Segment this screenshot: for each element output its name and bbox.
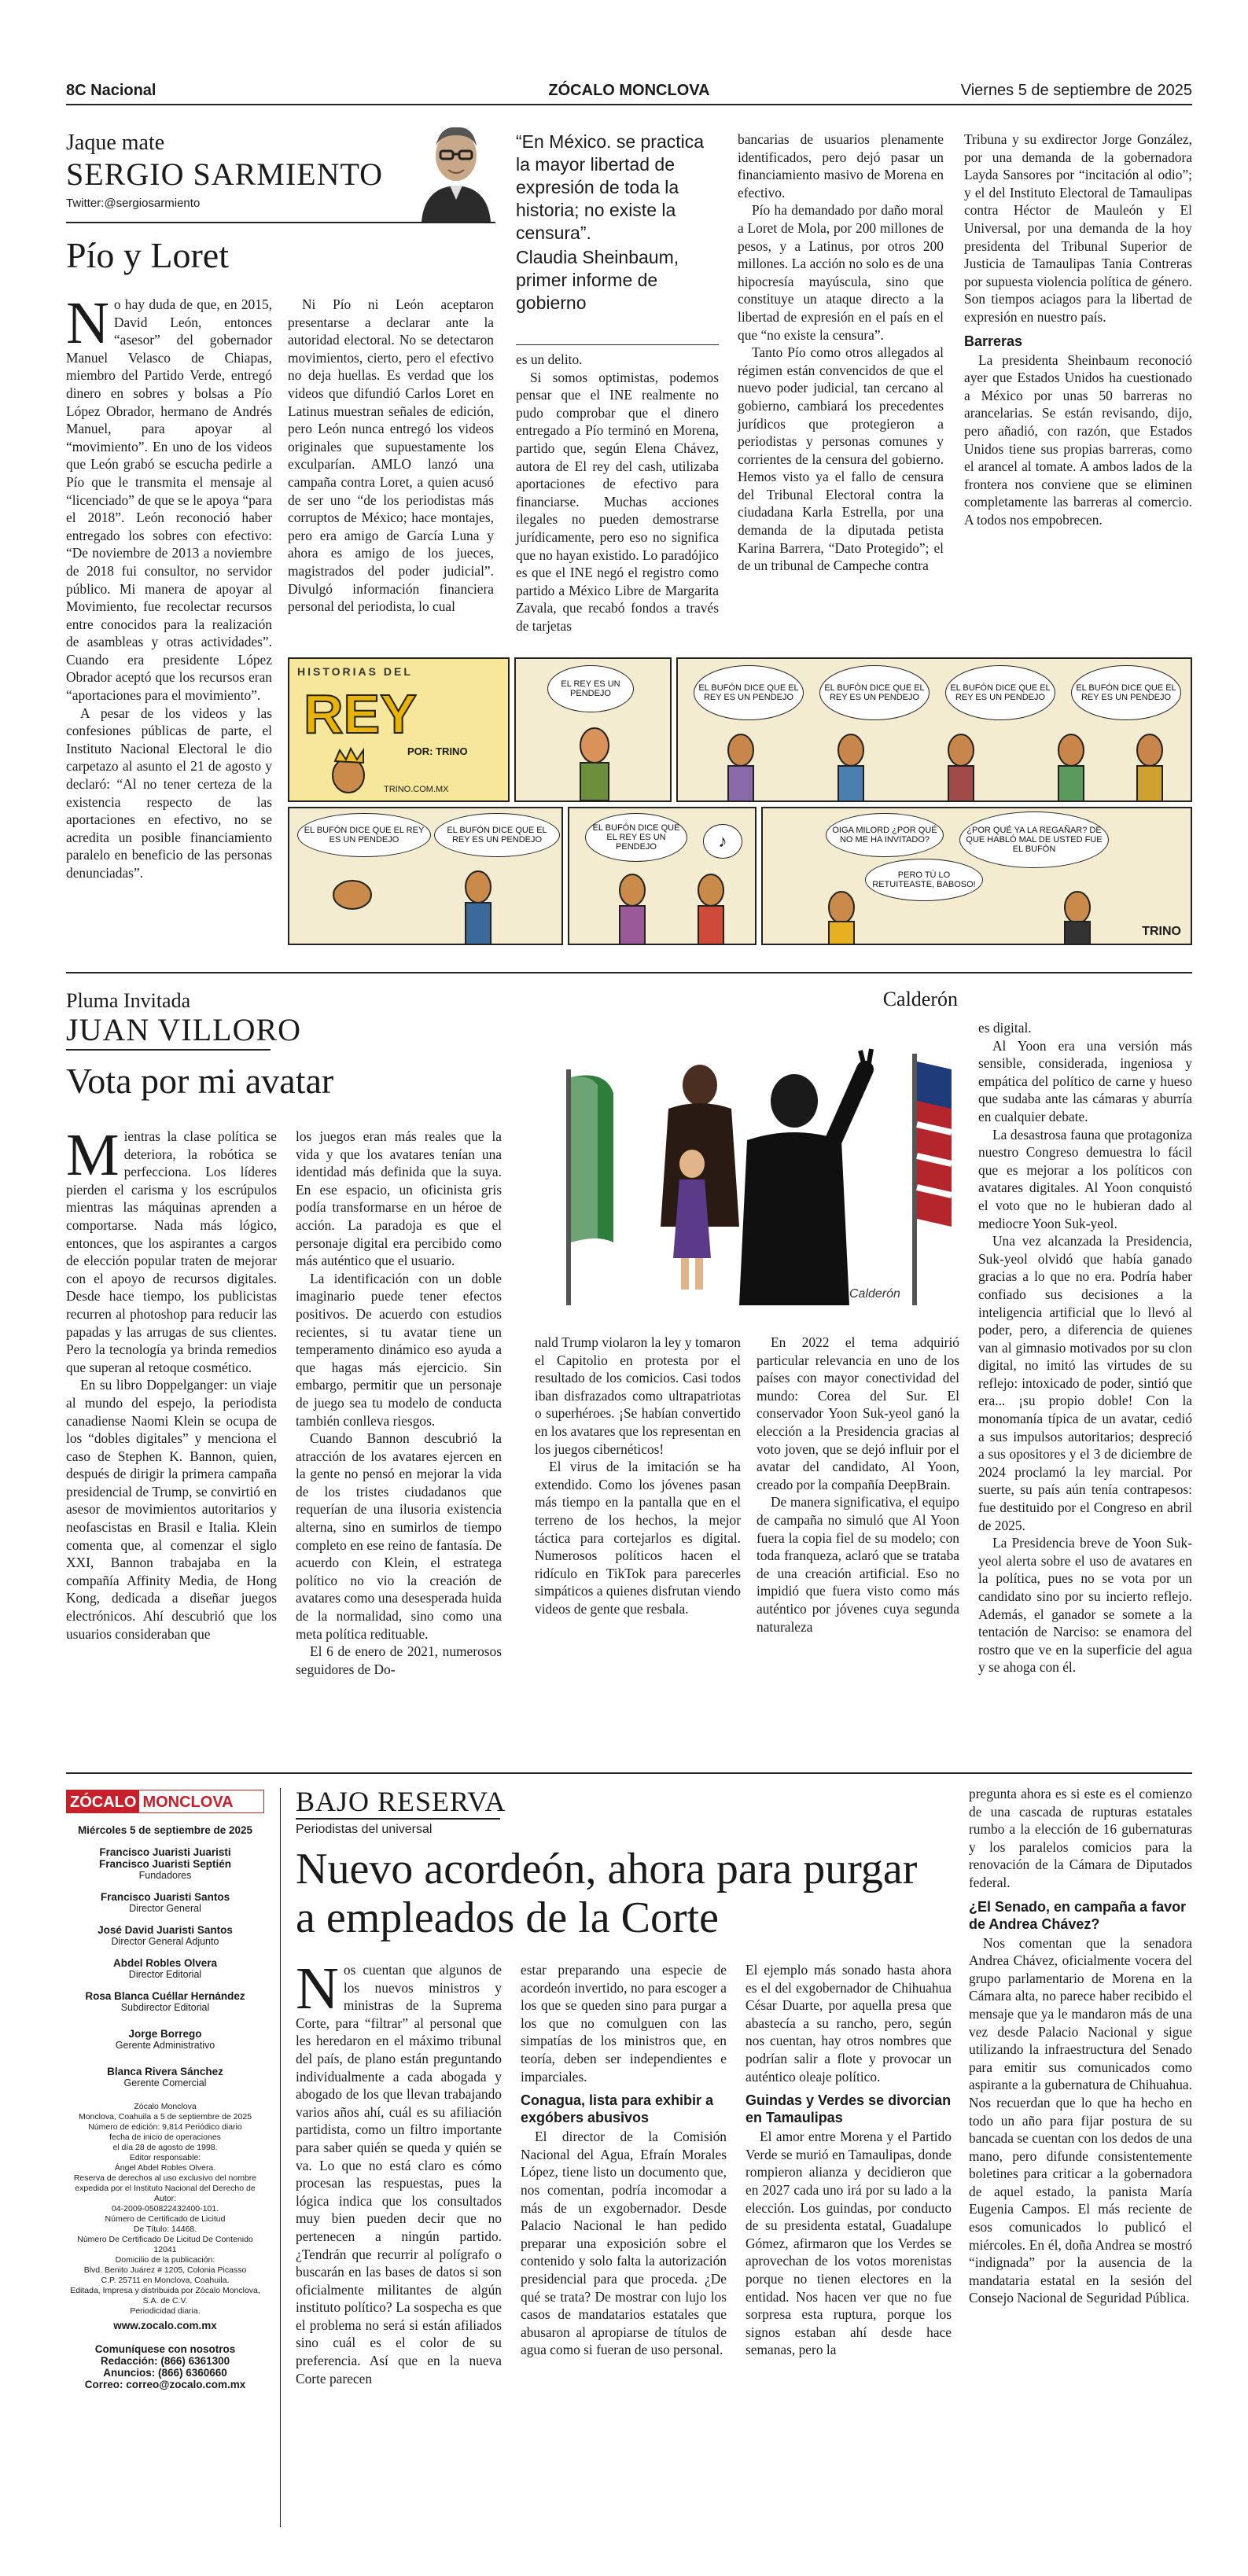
author-rule	[66, 1049, 271, 1051]
paragraph: La identificación con un doble imaginario puede tener efectos positivos. De acuerdo con estudios recientes, si tu avatar tiene un temperamento dinámico eso ayuda a que hagas más ejercicio. Sin embargo, permitir que un personaje de juego sea tu modelo de conducta también conlleva riesgos.	[296, 1270, 502, 1429]
column-kicker: BAJO RESERVA	[296, 1786, 506, 1817]
masthead-website[interactable]: www.zocalo.com.mx	[113, 2320, 217, 2331]
character-group	[593, 867, 750, 945]
column-author: JUAN VILLORO	[66, 1012, 302, 1047]
speech-bubble: EL REY ES UN PENDEJO	[547, 665, 634, 712]
paragraph: pregunta ahora es si este es el comienzo de una cascada de rupturas estatales rumbo a la elección de 16 gubernaturas y los paralelos comicios para la renovación de la Cámara de Diputados federal.	[969, 1786, 1192, 1890]
logo-left: ZÓCALO	[67, 1790, 139, 1812]
article-body-col3	[745, 1961, 952, 2359]
paragraph: os cuentan que algunos de los nuevos ministros y ministras de la Suprema Corte, para “filtrar” al personal que les heredaron en el máximo tribunal del país, de plano están preguntando individualmente a cada abogada y abogado de los que llevan trabajando varios años ahí, cuál es su afiliación partidista, como un filtro importante para saber quién se queda y quién se va. Lo que no está claro es cómo procesan las respuestas, pues la lógica indica que los consultados muy bien pueden decir que no pertenecen a ningún partido. ¿Tendrán que recurrir al polígrafo o buscarán en las bases de datos si son oficialmente militantes de algún instituto político? La sospecha es que el problema no será si están afiliados sino cuál es el color de su preferencia. Así que en la nueva Corte parecen	[296, 1962, 502, 2386]
article-body-col5	[964, 131, 1192, 528]
drop-cap: M	[66, 1122, 120, 1188]
paragraph: Cuando Bannon descubrió la atracción de los avatares ejercen en la gente no pensó en mejorar la vida de los tristes ciudadanos que requerían de una ilusoria existencia alterna, sino en sumirlos de tiempo completo en ese reino de fantasía. De acuerdo con Klein, el estratega político no vio la creación de avatares como una desesperada huida de la normalidad, sino como una meta política redituable.	[296, 1430, 502, 1642]
article-body-col1	[66, 1122, 277, 1643]
comic-title-big: REY	[304, 683, 417, 745]
section-divider	[66, 1772, 1192, 1774]
paragraph: La desastrosa fauna que protagoniza nuestro Congreso demuestra lo fácil que es mejorar a los políticos con avatares digitales. Al Yoon conquistó el voto que no le hubieran dado al mediocre Yoon Suk-yeol.	[978, 1126, 1192, 1231]
paragraph: En su libro Doppelganger: un viaje al mundo del espejo, la periodista canadiense Naomi Klein se ocupa de los “dobles digitales” y menciona el caso de Stephen K. Bannon, quien, después de dirigir la primera campaña presidencial de Trump, se convirtió en asesor de movimientos autoritarios y neofascistas en Brasil e Italia. Klein comenta que, al comenzar el siglo XXI, Bannon trabajaba en la compañía Affinity Media, de Hong Kong, dedicada a diseñar juegos electrónicos. Ahí descubrió que los usuarios consideraban que	[66, 1377, 277, 1642]
masthead-contact: Comuníquese con nosotros Redacción: (866) 6361300 Anuncios: (866) 6360660 Correo: correo@zocalo.com.mx	[84, 2343, 246, 2390]
masthead-logo	[66, 1790, 264, 1813]
article-title: Vota por mi avatar	[66, 1061, 334, 1101]
masthead-box	[66, 1790, 264, 2390]
paragraph: De manera significativa, el equipo de campaña no simuló que Al Yoon fuera la copia fiel de su modelo; con toda franqueza, aclaró que se trataba de una creación artificial. Eso no impidió que fuera visto como más auténtico por jóvenes cuya segunda naturaleza	[757, 1494, 959, 1635]
paragraph: Ni Pío ni León aceptaron presentarse a declarar ante la autoridad electoral. No se detectaron movimientos, cierto, pero el efectivo no deja huellas. Es verdad que los videos que difundió Carlos Loret en Latinus muestran señales de edición, pero León nunca entregó los videos originales que supuestamente los exculparían. AMLO lanzó una campaña contra Loret, a quien acusó de ser uno “de los periodistas más corruptos de México; hace montajes, pero era amigo de García Luna y ahora es amigo de los jueces, magistrados del poder judicial”. Divulgó información financiera personal del periodista, lo cual	[288, 296, 494, 615]
paragraph: Nos comentan que la senadora Andrea Chávez, oficialmente vocera del grupo parlamentario de Morena en la Cámara alta, no parece haber recibido el mensaje que ya le mandaron más de una vez desde Palacio Nacional y sigue utilizando la infraestructura del Senado para emitir sus comunicados como aspirante a la gubernatura de Chihuahua. Nos recuerdan que lo que ha hecho en todo un año para fijar postura de su bancada se cuentan con los dedos de una mano, pero difunde consistentemente boletines para criticar a la gobernadora de aquel estado, la panista María Eugenia Campos. El más reciente de esos comunicados lo publicó el miércoles. En él, doña Andrea se mostró “indignada” por la ausencia de la mandataria estatal en la sesión del Consejo Nacional de Seguridad Pública.	[969, 1934, 1192, 2306]
quote-rule	[516, 344, 719, 345]
comic-strip	[288, 657, 1192, 945]
author-rule	[66, 222, 495, 223]
pull-quote	[516, 131, 719, 315]
pull-quote-text: “En México. se practica la mayor libertad de expresión de toda la historia; no existe la censura”.	[516, 131, 705, 243]
paragraph: nald Trump violaron la ley y tomaron el Capitolio en protesta por el resultado de los comicios. Casi todos iban disfrazados como ultrapatriotas o superhéroes. ¡Se habían convertido en los avatares que los representan en los juegos cibernéticos!	[535, 1334, 741, 1457]
svg-text:Calderón: Calderón	[849, 1287, 900, 1301]
comic-panel-4	[288, 807, 563, 945]
masthead-staff: Abdel Robles Olvera Director Editorial	[112, 1957, 218, 1980]
comic-panel-6	[761, 807, 1192, 945]
comic-signature: TRINO	[1142, 925, 1181, 938]
column-kicker: Jaque mate	[66, 131, 165, 155]
speech-bubble: EL BUFÓN DICE QUE EL REY ES UN PENDEJO	[1071, 665, 1181, 720]
paragraph: El virus de la imitación se ha extendido. Como los jóvenes pasan más tiempo en la pantalla que en el terreno de los hechos, la mejor táctica para cortejarlos es digital. Numerosos políticos hacen el ridículo en TikTok para parecerles simpáticos a quienes disfrutan viendo videos de gente que resbala.	[535, 1459, 741, 1617]
section-label: 8C Nacional	[66, 82, 156, 99]
comic-panel-3	[676, 657, 1192, 802]
column-kicker: Pluma Invitada	[66, 989, 191, 1012]
speech-bubble: EL BUFÓN DICE QUE EL REY ES UN PENDEJO	[945, 665, 1055, 720]
subheading: ¿El Senado, en campaña a favor de Andrea Chávez?	[969, 1898, 1187, 1932]
paragraph: ientras la clase política se deteriora, la robótica se perfecciona. Los líderes pierden el carisma y los escrúpulos mientras las máquinas aprenden a comportarse. Nada más lógico, entonces, que los aspirantes a cargos de elección popular traten de mejorar con el apoyo de recursos digitales. Desde hace tiempo, los publicistas recurren al photoshop para reducir las papadas y las arrugas de sus clientes. Pero la tecnología ya brinda remedios que superan al retoque cosmético.	[66, 1128, 277, 1375]
speech-bubble: EL BUFÓN DICE QUE EL REY ES UN PENDEJO	[434, 813, 560, 857]
subheading: Guindas y Verdes se divorcian en Tamaulipas	[745, 2092, 952, 2126]
cartoon-credit: Calderón	[882, 988, 958, 1010]
article-body-col1	[296, 1956, 502, 2387]
paragraph: es digital.	[978, 1020, 1032, 1036]
author-photo	[417, 118, 495, 222]
paragraph: El 6 de enero de 2021, numerosos seguidores de Do-	[296, 1643, 502, 1677]
article-body-col1	[66, 290, 272, 882]
speech-bubble: EL BUFÓN DICE QUE EL REY ES UN PENDEJO	[819, 665, 930, 720]
comic-panel-2	[514, 657, 672, 802]
article-body-col2	[296, 1128, 502, 1678]
masthead-staff: José David Juaristi Santos Director General Adjunto	[98, 1924, 233, 1947]
issue-date: Viernes 5 de septiembre de 2025	[960, 82, 1192, 99]
paragraph: Una vez alcanzada la Presidencia, Suk-yeol olvidó que había ganado gracias a lo que no era. Podría haber confiado sus decisiones a la inteligencia artificial que lo llevó al poder, pero, a diferencia de quienes van al gimnasio motivados por su clon digital, no imitó las virtudes de su reflejo: intoxicado de poder, sintió que era... ¡su propio doble! Con la monomanía típica de un avatar, cedió a sus impulsos autoritarios; despreció a sus opositores y el 3 de diciembre de 2024 proclamó la ley marcial. Por suerte, su país aún tenía contrapesos: fue destituido por el Congreso en abril de 2025.	[978, 1233, 1192, 1533]
speech-bubble: ♪	[703, 824, 742, 859]
speech-bubble: OIGA MILORD ¿POR QUÉ NO ME HA INVITADO?	[826, 813, 944, 857]
drop-cap: N	[296, 1956, 339, 2022]
paragraph: Pío ha demandado por daño moral a Loret de Mola, por 200 millones de pesos, y a Latinus, por otros 200 millones. La acción no solo es de una hipocresía mayúscula, sino que constituye un ataque directo a la libertad de expresión en el país en el que “no existe la censura”.	[738, 202, 944, 343]
character-group	[694, 727, 1181, 802]
masthead-founders: Francisco Juaristi Juaristi Francisco Juaristi Septién Fundadores	[98, 1846, 232, 1881]
paragraph: bancarias de usuarios plenamente identificados, pero dejó pasar un financiamiento masivo de Morena en efectivo.	[738, 131, 944, 201]
subheading: Conagua, lista para exhibir a exgóbers abusivos	[521, 2092, 714, 2126]
speech-bubble: EL BUFÓN DICE QUE EL REY ES UN PENDEJO	[585, 813, 687, 862]
subheading: Barreras	[964, 333, 1023, 349]
header-rule	[66, 104, 1192, 105]
article-body-col5	[978, 1019, 1192, 1676]
speech-bubble: EL BUFÓN DICE QUE EL REY ES UN PENDEJO	[694, 665, 804, 720]
paragraph: los juegos eran más reales que la vida y que los avatares tenían una identidad más definida que la suya. En ese espacio, un oficinista gris podía transformarse en un héroe de acción. La paradoja es que el personaje digital era percibido como más auténtico que el usuario.	[296, 1128, 502, 1269]
article-title: Pío y Loret	[66, 235, 229, 275]
section-divider	[66, 972, 1192, 973]
author-twitter: Twitter:@sergiosarmiento	[66, 197, 201, 210]
masthead-staff: Jorge Borrego Gerente Administrativo	[115, 2028, 215, 2051]
comic-title-small: HISTORIAS DEL	[297, 665, 413, 678]
paragraph: es un delito.	[516, 351, 583, 367]
paragraph: Tanto Pío como otros allegados al régimen están convencidos de que el nuevo poder judicial, tan cercano al gobierno, cambiará los precedentes jurídicos que protegieron a periodistas y personas comunes y corrientes de la censura del gobierno. Hemos visto ya el fallo de censura del Tribunal Electoral contra la ciudadana Karla Estrella, por una demanda de la diputada petista Karina Barrera, “Dato Protegido”; el de un tribunal de Campeche contra	[738, 344, 944, 574]
comic-panel-5	[568, 807, 757, 945]
paragraph: estar preparando una especie de acordeón invertido, no para escoger a los que se queden sino para purgar a los que no comulguen con las simpatías de los ministros que, en teoría, deben ser independientes e imparciales.	[521, 1962, 727, 2085]
article-body-col2	[288, 296, 494, 616]
paragraph: En 2022 el tema adquirió particular relevancia en uno de los países con mayor conectividad del mundo: Corea del Sur. El conservador Yoon Suk-yeol ganó la elección a la Presidencia gracias al voto joven, que se dejó influir por el avatar del candidato, Al Yoon, creado por la compañía DeepBrain.	[757, 1334, 959, 1492]
article-body-col4	[757, 1334, 959, 1636]
character-figure	[563, 722, 626, 800]
comic-byline: POR: TRINO	[407, 745, 468, 757]
masthead-staff: Rosa Blanca Cuéllar Hernández Subdirector Editorial	[85, 1990, 245, 2013]
kicker-rule	[296, 1818, 500, 1820]
newspaper-name: ZÓCALO MONCLOVA	[548, 82, 710, 99]
logo-right: MONCLOVA	[142, 1794, 234, 1811]
paragraph: La presidenta Sheinbaum reconoció ayer que Estados Unidos ha cuestionado a México por unas 50 barreras no arancelarias. Se están revisando, dijo, pero añadió, con razón, que Estados Unidos tiene sus propias barreras, como el arancel al tomate. A ambos lados de la frontera nos conviene que se eliminen completamente las barreras al comercio. A todos nos empobrecen.	[964, 351, 1192, 528]
column-byline: Periodistas del universal	[296, 1823, 433, 1836]
paragraph: El amor entre Morena y el Partido Verde se murió en Tamaulipas, donde rompieron alianza y decidieron que en 2027 cada uno irá por su lado a la elección. Los guindas, por conducto de su presidenta estatal, Guadalupe Gómez, afirmaron que los Verdes se aprovechan de los votos morenistas porque no tienen electores en la entidad. Nos hacen ver que no fue sorpresa esta ruptura, porque los signos estaban ahí desde hace semanas, pero la	[745, 2129, 952, 2358]
masthead-staff: Francisco Juaristi Santos Director General	[100, 1891, 230, 1914]
comic-url: TRINO.COM.MX	[384, 785, 449, 794]
speech-bubble: ¿POR QUÉ YA LA REGAÑAR? DE QUE HABLÓ MAL DE USTED FUE EL BUFÓN	[959, 811, 1109, 868]
column-author: SERGIO SARMIENTO	[66, 156, 384, 192]
paragraph: El director de la Comisión Nacional del Agua, Efraín Morales López, tiene listo un documento que, nos comentan, podría incomodar a más de un exgobernador. Desde Palacio Nacional le han pedido preparar una exposición sobre el contenido y solo falta la autorización presidencial para que proceda. ¿De qué se trata? De mostrar con lujo los casos de mandatarios estatales que abusaron al apropiarse de títulos de agua como si fueran de uso personal.	[521, 2129, 727, 2358]
paragraph: A pesar de los videos y las confesiones públicas de parte, el Instituto Nacional Electoral le dio carpetazo al asunto el 21 de agosto y declaró: “Al no tener certeza de la existencia respecto de las aportaciones en efectivo, no se acredita un posible financiamiento paralelo en beneficio de las personas denunciadas”.	[66, 705, 272, 881]
character-group	[794, 887, 1172, 945]
paragraph: o hay duda de que, en 2015, David León, entonces “asesor” del gobernador Manuel Velasco de Chiapas, miembro del Partido Verde, entregó dinero en sobres y bolsas a Pío López Obrador, hermano de Andrés Manuel, para apoyar al “movimiento”. En uno de los videos que León grabó se escucha pedirle a Pío que le transmita el mensaje al “licenciado” de que se le apoya “para el 2018”. León reconoció haber entregado los sobres con efectivo: “De noviembre de 2013 a noviembre de 2018 fui consultor, no servidor público. Mi manera de apoyar al Movimiento, fue recolectar recursos entre conocidos para la realización de asambleas y otras actividades”. Cuando era presidente López Obrador aceptó que los recursos eran “aportaciones para el movimiento”.	[66, 296, 272, 704]
article-body-col3	[535, 1334, 741, 1618]
crown-icon	[321, 747, 376, 794]
drop-cap: N	[66, 290, 109, 356]
masthead-date: Miércoles 5 de septiembre de 2025	[77, 1824, 253, 1836]
paragraph: La Presidencia breve de Yoon Suk-yeol alerta sobre el uso de avatares en la política, pues no se vota por un candidato sino por su incierto reflejo. Además, el ganador se somete a la tentación de Narciso: se enamora del rostro que ve en la superficie del agua y se ahoga con él.	[978, 1535, 1192, 1676]
character-group	[305, 863, 557, 945]
article-body-col4	[738, 131, 944, 575]
speech-bubble: EL BUFÓN DICE QUE EL REY ES UN PENDEJO	[297, 813, 431, 857]
masthead-legal: Zócalo Monclova Monclova, Coahuila a 5 de septiembre de 2025 Número de edición: 9,814 Periódico diario fecha de inicio de operaciones el día 28 de agosto de 1998. Editor responsable: Ángel Abdel Robles Olvera. Reserva de derechos al uso exclusivo del nombre expedida por el Instituto Nacional del Derecho de Autor: 04-2009-050822432400-101. Número de Certificado de Licitud De Título: 14468. Número De Certificado De Licitud De Contenido 12041 Domicilio de la publicación: Blvd. Benito Juárez # 1205, Colonia Picasso C.P. 25711 en Monclova, Coahuila. Editada, Impresa y distribuida por Zócalo Monclova, S.A. de C.V. Periodicidad diaria.	[70, 2102, 260, 2316]
paragraph: Al Yoon era una versión más sensible, considerada, ingeniosa y empática del político de carne y hueso que sudaba ante las cámaras y aburría en cualquier debate.	[978, 1037, 1192, 1124]
masthead-staff: Blanca Rivera Sánchez Gerente Comercial	[107, 2066, 223, 2088]
article-body-col2	[521, 1961, 727, 2359]
paragraph: Si somos optimistas, podemos pensar que el INE realmente no pudo comprobar que el dinero entregado a Pío terminó en Morena, partido que, según Elena Chávez, autora de El rey del cash, utilizaba aportaciones de efectivo para financiarse. Muchas acciones ilegales no pueden demostrarse jurídicamente, pero eso no significa que no hayan existido. Lo paradójico es que el INE negó el registro como partido a México Libre de Margarita Zavala, que recabó fondos a través de tarjetas	[516, 369, 719, 634]
speech-bubble: PERO TÚ LO RETUITEASTE, BABOSO!	[865, 859, 983, 901]
article-body-col3	[516, 351, 719, 635]
editorial-cartoon	[535, 1022, 959, 1313]
comic-title-panel	[288, 657, 510, 802]
paragraph: Tribuna y su exdirector Jorge González, por una demanda de la gobernadora Layda Sansores por “incitación al odio”; y el del Instituto Electoral de Tamaulipas contra Héctor de Mauleón y El Universal, por una demanda de la hoy presidenta del Tribunal Superior de Justicia de Tamaulipas Tania Contreras por supuesta violencia política de género. Son tiempos aciagos para la libertad de expresión en nuestro país.	[964, 131, 1192, 325]
paragraph: El ejemplo más sonado hasta ahora es el del exgobernador de Chihuahua César Duarte, por aquella presa que abastecía a su rancho, pero, según nos cuentan, hay otros nombres que podrían salir a flote y provocar un auténtico oleaje político.	[745, 1962, 952, 2085]
masthead-divider	[280, 1788, 281, 2527]
article-body-col4	[969, 1785, 1192, 2307]
pull-quote-attribution: Claudia Sheinbaum, primer informe de gobierno	[516, 247, 679, 313]
article-title: Nuevo acordeón, ahora para purgar a empleados de la Corte	[296, 1845, 918, 1942]
